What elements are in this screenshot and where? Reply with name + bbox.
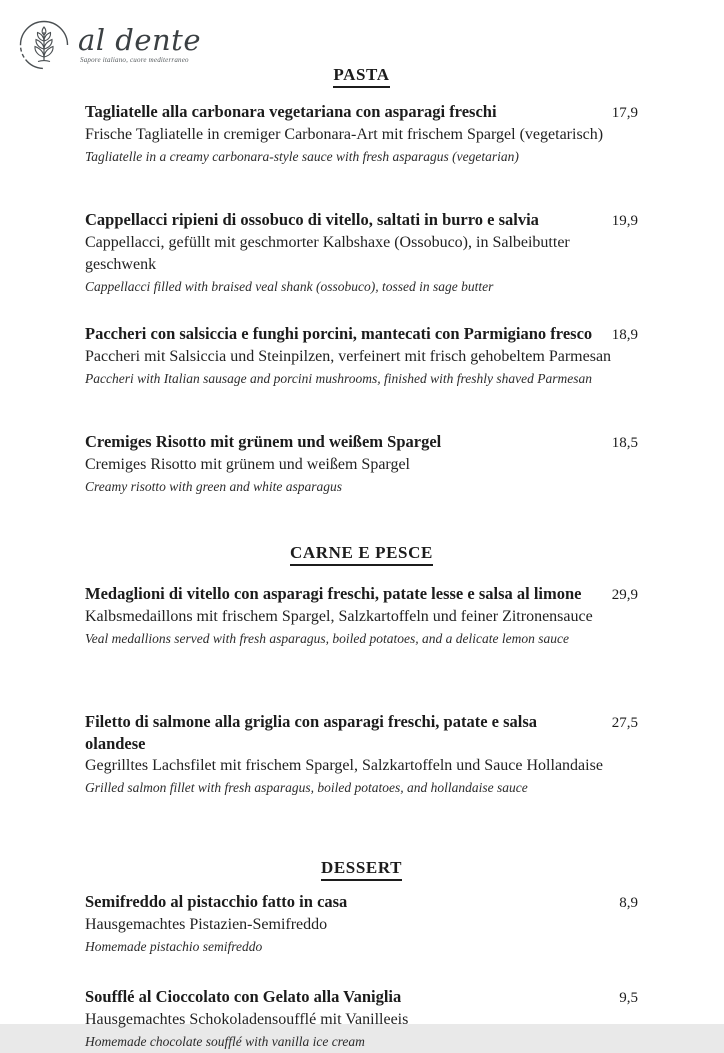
item-description-en: Creamy risotto with green and white asparagus	[85, 479, 343, 494]
item-title: Cremiges Risotto mit grünem und weißem Spargel	[85, 432, 442, 451]
menu-item	[85, 101, 638, 168]
item-title: Cappellacci ripieni di ossobuco di vitello, saltati in burro e salvia	[85, 210, 539, 229]
menu-item	[85, 891, 638, 958]
item-description-de: Cremiges Risotto mit grünem und weißem Spargel	[85, 456, 410, 473]
item-description-en: Paccheri with Italian sausage and porcini mushrooms, finished with freshly shaved Parmesan	[85, 371, 592, 386]
item-title: Tagliatelle alla carbonara vegetariana con asparagi freschi	[85, 102, 497, 121]
item-description-de: Gegrilltes Lachsfilet mit frischem Spargel, Salzkartoffeln und Sauce Hollandaise	[85, 757, 603, 774]
item-price: 8,9	[619, 895, 638, 911]
item-title: Soufflé al Cioccolato con Gelato alla Vaniglia	[85, 987, 402, 1006]
section-heading-carne-e-pesce: CARNE E PESCE	[85, 542, 638, 566]
item-description-de: Paccheri mit Salsiccia und Steinpilzen, verfeinert mit frisch gehobeltem Parmesan	[85, 348, 612, 365]
item-description-de: Cappellacci, gefüllt mit geschmorter Kalbshaxe (Ossobuco), in Salbeibutter geschwenk	[85, 234, 570, 273]
item-price: 18,9	[611, 327, 638, 343]
brand-tagline: Sapore italiano, cuore mediterraneo	[80, 56, 189, 64]
item-description-en: Veal medallions served with fresh asparagus, boiled potatoes, and a delicate lemon sauce	[85, 631, 569, 646]
menu-item	[85, 209, 638, 298]
item-price: 18,5	[611, 435, 638, 451]
menu-item	[85, 711, 638, 799]
menu-item	[85, 431, 638, 498]
item-description-en: Grilled salmon fillet with fresh asparagus, boiled potatoes, and hollandaise sauce	[85, 780, 528, 795]
item-price: 19,9	[611, 213, 638, 229]
item-description-en: Tagliatelle in a creamy carbonara-style sauce with fresh asparagus (vegetarian)	[85, 149, 519, 164]
menu-item	[85, 986, 638, 1053]
item-price: 27,5	[611, 715, 638, 731]
section-heading-pasta: PASTA	[85, 64, 638, 88]
item-description-en: Cappellacci filled with braised veal shank (ossobuco), tossed in sage butter	[85, 279, 494, 294]
wheat-logo-icon	[18, 19, 70, 71]
menu-item	[85, 323, 638, 390]
brand-name: al dente	[78, 23, 202, 57]
item-description-de: Hausgemachtes Schokoladensoufflé mit Vanilleeis	[85, 1011, 409, 1028]
item-price: 9,5	[619, 990, 638, 1006]
item-price: 17,9	[611, 105, 638, 121]
item-title: Medaglioni di vitello con asparagi freschi, patate lesse e salsa al limone	[85, 584, 582, 603]
menu-item	[85, 583, 638, 650]
item-description-de: Hausgemachtes Pistazien-Semifreddo	[85, 916, 328, 933]
item-title: Paccheri con salsiccia e funghi porcini, mantecati con Parmigiano fresco	[85, 324, 593, 343]
item-price: 29,9	[611, 587, 638, 603]
item-title: Semifreddo al pistacchio fatto in casa	[85, 892, 348, 911]
item-description-en: Homemade pistachio semifreddo	[85, 939, 263, 954]
item-description-en: Homemade chocolate soufflé with vanilla ice cream	[85, 1034, 365, 1049]
menu-header	[18, 19, 201, 71]
item-description-de: Kalbsmedaillons mit frischem Spargel, Salzkartoffeln und feiner Zitronensauce	[85, 608, 593, 625]
item-title: Filetto di salmone alla griglia con asparagi freschi, patate e salsa olandese	[85, 712, 538, 753]
section-heading-dessert: DESSERT	[85, 857, 638, 881]
item-description-de: Frische Tagliatelle in cremiger Carbonara-Art mit frischem Spargel (vegetarisch)	[85, 126, 604, 143]
